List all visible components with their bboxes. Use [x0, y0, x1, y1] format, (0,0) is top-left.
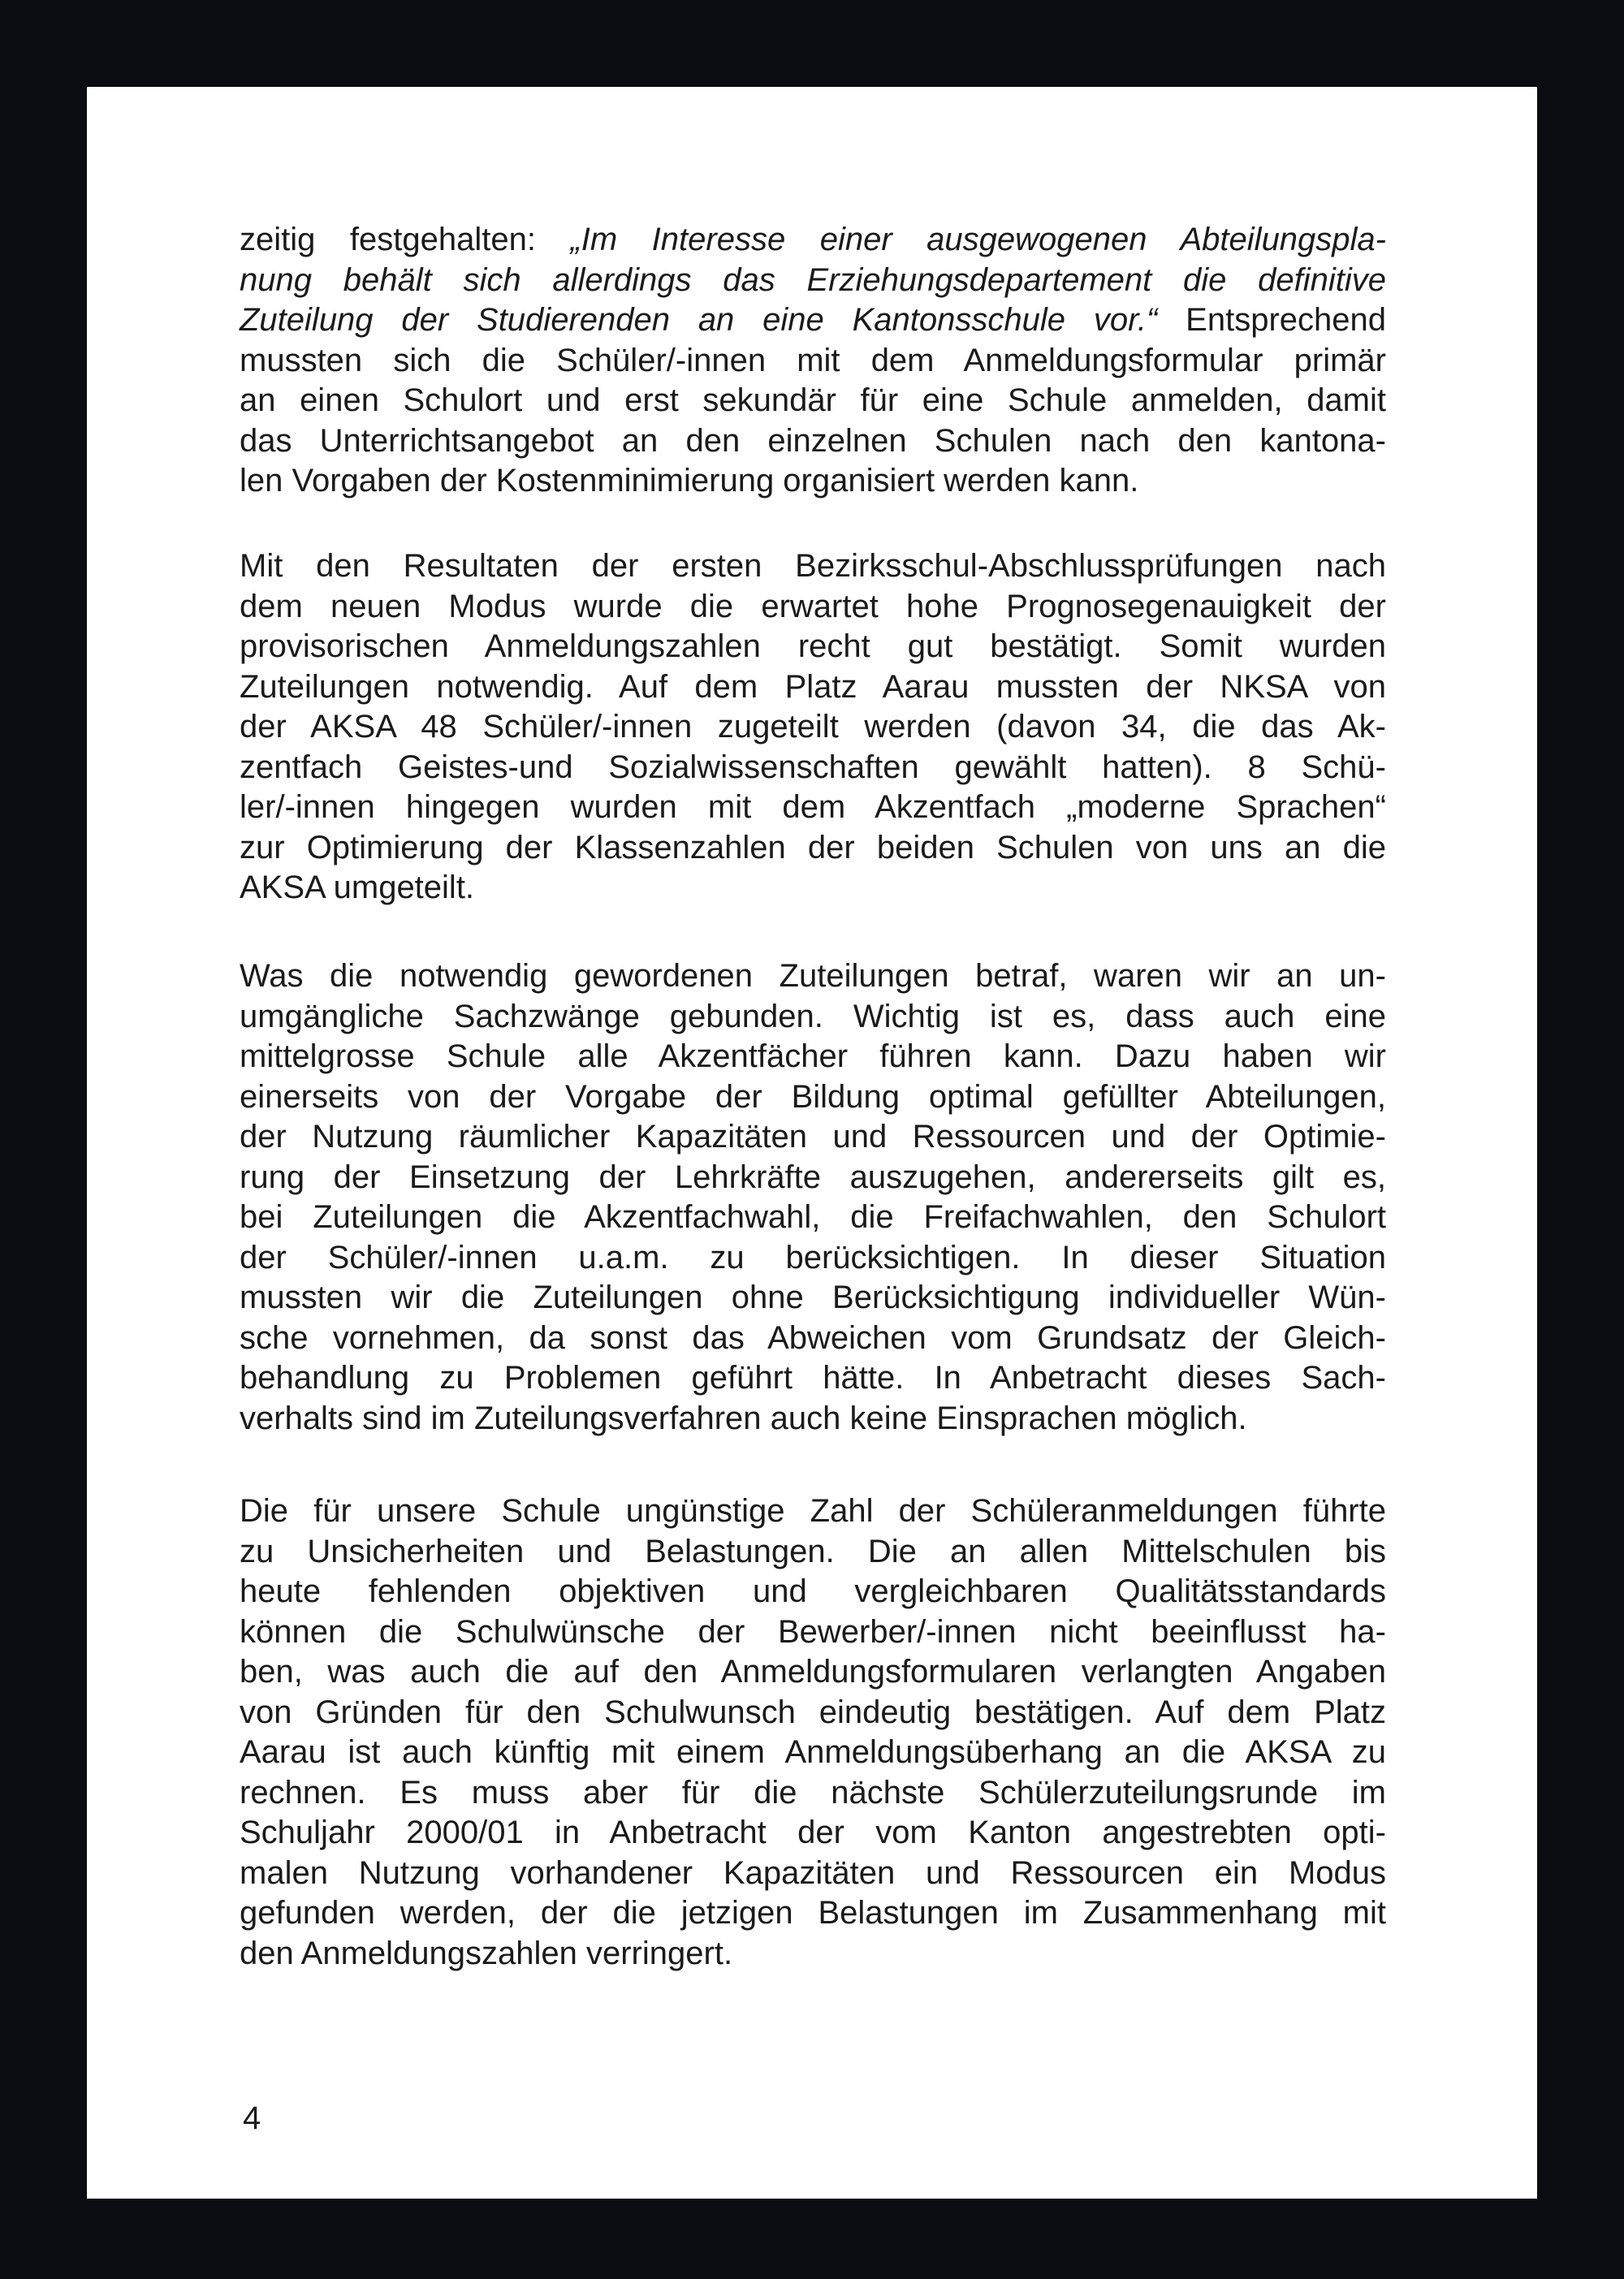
body-text: an einen Schulort und erst sekundär für eine Schule anmelden, damit — [240, 382, 1386, 418]
text-line — [240, 421, 1386, 462]
body-text: rechnen. Es muss aber für die nächste Schülerzuteilungsrunde im — [240, 1774, 1386, 1811]
body-text: mittelgrosse Schule alle Akzentfächer führen kann. Dazu haben wir — [240, 1038, 1386, 1074]
body-text: zentfach Geistes-und Sozialwissenschaften gewählt hatten). 8 Schü- — [240, 749, 1386, 785]
text-line — [240, 1491, 1386, 1532]
text-line — [240, 1532, 1386, 1573]
document-page — [87, 87, 1537, 2199]
text-line — [240, 1773, 1386, 1814]
body-text: bei Zuteilungen die Akzentfachwahl, die Freifachwahlen, den Schulort — [240, 1199, 1386, 1235]
body-text: gefunden werden, der die jetzigen Belastungen im Zusammenhang mit — [240, 1895, 1386, 1931]
text-line — [240, 220, 1386, 261]
body-text: Schuljahr 2000/01 in Anbetracht der vom Kanton angestrebten opti- — [240, 1815, 1386, 1850]
paragraph-1 — [240, 220, 1386, 502]
text-line — [240, 1399, 1386, 1439]
text-line — [240, 667, 1386, 708]
body-text: zur Optimierung der Klassenzahlen der beiden Schulen von uns an die — [240, 829, 1386, 865]
text-line — [240, 1037, 1386, 1077]
text-line — [240, 461, 1386, 502]
body-text: können die Schulwünsche der Bewerber/-innen nicht beeinflusst ha- — [240, 1613, 1386, 1650]
body-text: der Nutzung räumlicher Kapazitäten und Ressourcen und der Optimie- — [240, 1119, 1386, 1155]
text-line — [240, 1934, 1386, 1975]
body-text: len Vorgaben der Kostenminimierung organisiert werden kann. — [240, 463, 1139, 499]
text-line — [240, 997, 1386, 1038]
body-text: einerseits von der Vorgabe der Bildung optimal gefüllter Abteilungen, — [240, 1078, 1386, 1115]
body-text: zeitig festgehalten: — [240, 222, 571, 257]
text-line — [240, 587, 1386, 628]
italic-quote-text: „Im Interesse einer ausgewogenen Abteilungspla- — [570, 222, 1387, 257]
body-text: verhalts sind im Zuteilungsverfahren auch keine Einsprachen möglich. — [240, 1400, 1247, 1436]
text-line — [240, 788, 1386, 828]
page-number: 4 — [243, 2100, 261, 2136]
body-text: Mit den Resultaten der ersten Bezirksschul-Abschlussprüfungen nach — [240, 548, 1386, 584]
text-line — [240, 341, 1386, 382]
text-line — [240, 381, 1386, 421]
text-line — [240, 868, 1386, 909]
text-line — [240, 1077, 1386, 1118]
paragraph-4 — [240, 1491, 1386, 1974]
text-line — [240, 1198, 1386, 1238]
body-text: ben, was auch die auf den Anmeldungsformularen verlangten Angaben — [240, 1654, 1386, 1690]
body-text: provisorischen Anmeldungszahlen recht gut bestätigt. Somit wurden — [240, 628, 1386, 664]
text-line — [240, 748, 1386, 788]
body-text: Zuteilungen notwendig. Auf dem Platz Aarau mussten der NKSA von — [240, 668, 1386, 705]
text-line — [240, 1612, 1386, 1653]
paragraph-3 — [240, 956, 1386, 1439]
text-line — [240, 1652, 1386, 1693]
text-line — [240, 1854, 1386, 1894]
body-text: sche vornehmen, da sonst das Abweichen vom Grundsatz der Gleich- — [240, 1319, 1386, 1356]
text-line — [240, 261, 1386, 301]
text-line — [240, 1117, 1386, 1158]
body-text: behandlung zu Problemen geführt hätte. In Anbetracht dieses Sach- — [240, 1360, 1386, 1396]
text-line — [240, 546, 1386, 587]
text-line — [240, 1238, 1386, 1279]
body-text: ler/-innen hingegen wurden mit dem Akzentfach „moderne Sprachen“ — [240, 789, 1386, 825]
text-line — [240, 1278, 1386, 1319]
body-text: Was die notwendig gewordenen Zuteilungen betraf, waren wir an un- — [240, 958, 1386, 994]
body-text: den Anmeldungszahlen verringert. — [240, 1935, 733, 1971]
text-line — [240, 1813, 1386, 1854]
text-line — [240, 1733, 1386, 1773]
text-line — [240, 828, 1386, 869]
italic-quote-text: nung behält sich allerdings das Erziehungsdepartement die definitive — [240, 261, 1386, 298]
body-text: malen Nutzung vorhandener Kapazitäten und Ressourcen ein Modus — [240, 1854, 1386, 1891]
body-text: der Schüler/-innen u.a.m. zu berücksichtigen. In dieser Situation — [240, 1239, 1386, 1275]
body-text: umgängliche Sachzwänge gebunden. Wichtig ist es, dass auch eine — [240, 998, 1386, 1034]
body-text: das Unterrichtsangebot an den einzelnen Schulen nach den kantona- — [240, 422, 1386, 459]
text-line — [240, 627, 1386, 667]
body-text: rung der Einsetzung der Lehrkräfte auszugehen, andererseits gilt es, — [240, 1159, 1386, 1195]
body-text: Entsprechend — [1157, 302, 1387, 338]
text-line — [240, 1358, 1386, 1399]
body-text: dem neuen Modus wurde die erwartet hohe Prognosegenauigkeit der — [240, 588, 1386, 624]
text-line — [240, 1693, 1386, 1733]
text-line — [240, 1572, 1386, 1612]
text-line — [240, 1158, 1386, 1198]
body-text: von Gründen für den Schulwunsch eindeutig bestätigen. Auf dem Platz — [240, 1694, 1386, 1730]
body-text: mussten wir die Zuteilungen ohne Berücksichtigung individueller Wün- — [240, 1280, 1386, 1315]
body-text: zu Unsicherheiten und Belastungen. Die an allen Mittelschulen bis — [240, 1533, 1386, 1569]
paragraph-2 — [240, 546, 1386, 909]
text-line — [240, 1319, 1386, 1359]
italic-quote-text: Zuteilung der Studierenden an eine Kantonsschule vor.“ — [240, 302, 1158, 338]
text-line — [240, 300, 1386, 341]
body-text: Die für unsere Schule ungünstige Zahl der Schüleranmeldungen führte — [240, 1493, 1386, 1529]
body-text: mussten sich die Schüler/-innen mit dem Anmeldungsformular primär — [240, 342, 1386, 378]
text-line — [240, 707, 1386, 748]
body-text: Aarau ist auch künftig mit einem Anmeldungsüberhang an die AKSA zu — [240, 1734, 1386, 1770]
body-text: heute fehlenden objektiven und vergleichbaren Qualitätsstandards — [240, 1573, 1386, 1609]
body-text: AKSA umgeteilt. — [240, 870, 475, 905]
body-text: der AKSA 48 Schüler/-innen zugeteilt werden (davon 34, die das Ak- — [240, 709, 1386, 745]
text-line — [240, 956, 1386, 997]
text-line — [240, 1893, 1386, 1934]
